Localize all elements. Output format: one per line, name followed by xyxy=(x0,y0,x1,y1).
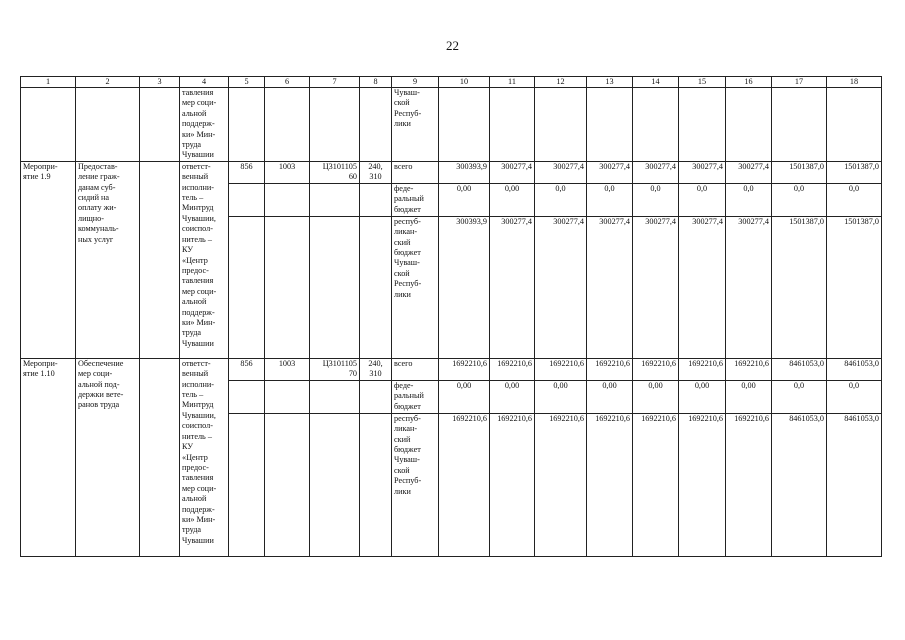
value-cell: 0,00 xyxy=(633,380,679,413)
value-cell: 8461053,0 xyxy=(827,413,882,556)
value-cell: 8461053,0 xyxy=(772,358,827,380)
value-cell: 0,0 xyxy=(679,183,726,216)
value-cell: 1692210,6 xyxy=(490,358,535,380)
value-cell: 1692210,6 xyxy=(439,358,490,380)
value-cell: 0,0 xyxy=(772,380,827,413)
value-cell: 0,0 xyxy=(535,183,587,216)
funding-source: всего xyxy=(392,358,439,380)
value-cell: 300277,4 xyxy=(633,161,679,183)
column-number: 9 xyxy=(392,77,439,88)
column-number: 11 xyxy=(490,77,535,88)
measure-description: Предостав- ление граж- данам суб- сидий на оплату жи- лищно- коммуналь- ных услуг xyxy=(76,161,140,358)
column-number-row xyxy=(21,77,882,88)
funding-source: респуб- ликан- ский бюджет Чуваш- ской Респуб- лики xyxy=(392,413,439,556)
column-number: 16 xyxy=(726,77,772,88)
column-number: 8 xyxy=(360,77,392,88)
value-cell: 8461053,0 xyxy=(827,358,882,380)
value-cell: 1692210,6 xyxy=(633,358,679,380)
continuation-executor: тавления мер соци- альной поддерж- ки» Мин- труда Чувашии xyxy=(180,88,229,162)
column-number: 14 xyxy=(633,77,679,88)
value-cell: 0,00 xyxy=(490,183,535,216)
column-number: 17 xyxy=(772,77,827,88)
vr-code: 240, 310 xyxy=(360,358,392,380)
column-number: 4 xyxy=(180,77,229,88)
table-row xyxy=(21,161,882,183)
vr-code: 240, 310 xyxy=(360,161,392,183)
measure-executor: ответст- венный исполни- тель – Минтруд Чувашии, соиспол- нитель – КУ «Центр предос- тавления мер соци- альной поддерж- ки» Мин- труда Чувашии xyxy=(180,161,229,358)
value-cell: 300277,4 xyxy=(679,161,726,183)
value-cell: 0,0 xyxy=(726,183,772,216)
value-cell: 0,00 xyxy=(679,380,726,413)
value-cell: 0,00 xyxy=(587,380,633,413)
value-cell: 1692210,6 xyxy=(439,413,490,556)
continuation-budget: Чуваш- ской Респуб- лики xyxy=(392,88,439,162)
measure-executor: ответст- венный исполни- тель – Минтруд Чувашии, соиспол- нитель – КУ «Центр предос- тавления мер соци- альной поддерж- ки» Мин- труда Чувашии xyxy=(180,358,229,556)
value-cell: 1501387,0 xyxy=(772,216,827,358)
value-cell: 1692210,6 xyxy=(490,413,535,556)
value-cell: 1692210,6 xyxy=(726,358,772,380)
value-cell: 0,00 xyxy=(490,380,535,413)
value-cell: 300277,4 xyxy=(633,216,679,358)
value-cell: 300277,4 xyxy=(490,216,535,358)
column-number: 7 xyxy=(310,77,360,88)
value-cell: 1501387,0 xyxy=(827,216,882,358)
value-cell: 0,0 xyxy=(772,183,827,216)
value-cell: 1692210,6 xyxy=(679,413,726,556)
funding-source: респуб- ликан- ский бюджет Чуваш- ской Респуб- лики xyxy=(392,216,439,358)
value-cell: 1501387,0 xyxy=(772,161,827,183)
value-cell: 300277,4 xyxy=(726,216,772,358)
column-number: 15 xyxy=(679,77,726,88)
value-cell: 1501387,0 xyxy=(827,161,882,183)
csr-code: Ц3101105 70 xyxy=(310,358,360,380)
column-number: 6 xyxy=(265,77,310,88)
program-funding-table xyxy=(20,76,882,557)
grbs-code: 856 xyxy=(229,358,265,380)
value-cell: 1692210,6 xyxy=(633,413,679,556)
continuation-row xyxy=(21,88,882,162)
rzpr-code: 1003 xyxy=(265,358,310,380)
value-cell: 300277,4 xyxy=(587,161,633,183)
value-cell: 300393,9 xyxy=(439,216,490,358)
empty-cell xyxy=(140,161,180,358)
value-cell: 0,0 xyxy=(633,183,679,216)
grbs-code: 856 xyxy=(229,161,265,183)
rzpr-code: 1003 xyxy=(265,161,310,183)
value-cell: 1692210,6 xyxy=(535,413,587,556)
column-number: 18 xyxy=(827,77,882,88)
value-cell: 1692210,6 xyxy=(726,413,772,556)
value-cell: 300277,4 xyxy=(726,161,772,183)
value-cell: 0,00 xyxy=(726,380,772,413)
value-cell: 8461053,0 xyxy=(772,413,827,556)
value-cell: 300393,9 xyxy=(439,161,490,183)
value-cell: 0,0 xyxy=(827,183,882,216)
value-cell: 300277,4 xyxy=(587,216,633,358)
column-number: 3 xyxy=(140,77,180,88)
value-cell: 300277,4 xyxy=(679,216,726,358)
value-cell: 0,00 xyxy=(535,380,587,413)
value-cell: 0,0 xyxy=(587,183,633,216)
column-number: 5 xyxy=(229,77,265,88)
funding-source: феде- ральный бюджет xyxy=(392,380,439,413)
column-number: 1 xyxy=(21,77,76,88)
measure-name: Меропри- ятие 1.10 xyxy=(21,358,76,556)
value-cell: 1692210,6 xyxy=(587,358,633,380)
column-number: 2 xyxy=(76,77,140,88)
value-cell: 300277,4 xyxy=(535,161,587,183)
funding-source: всего xyxy=(392,161,439,183)
value-cell: 300277,4 xyxy=(490,161,535,183)
column-number: 10 xyxy=(439,77,490,88)
measure-name: Меропри- ятие 1.9 xyxy=(21,161,76,358)
page-number: 22 xyxy=(446,38,459,53)
value-cell: 1692210,6 xyxy=(587,413,633,556)
value-cell: 0,0 xyxy=(827,380,882,413)
empty-cell xyxy=(140,358,180,556)
value-cell: 1692210,6 xyxy=(679,358,726,380)
value-cell: 0,00 xyxy=(439,183,490,216)
column-number: 13 xyxy=(587,77,633,88)
value-cell: 1692210,6 xyxy=(535,358,587,380)
column-number: 12 xyxy=(535,77,587,88)
csr-code: Ц3101105 60 xyxy=(310,161,360,183)
value-cell: 300277,4 xyxy=(535,216,587,358)
table-row xyxy=(21,358,882,380)
measure-description: Обеспечение мер соци- альной под- держки вете- ранов труда xyxy=(76,358,140,556)
funding-source: феде- ральный бюджет xyxy=(392,183,439,216)
value-cell: 0,00 xyxy=(439,380,490,413)
